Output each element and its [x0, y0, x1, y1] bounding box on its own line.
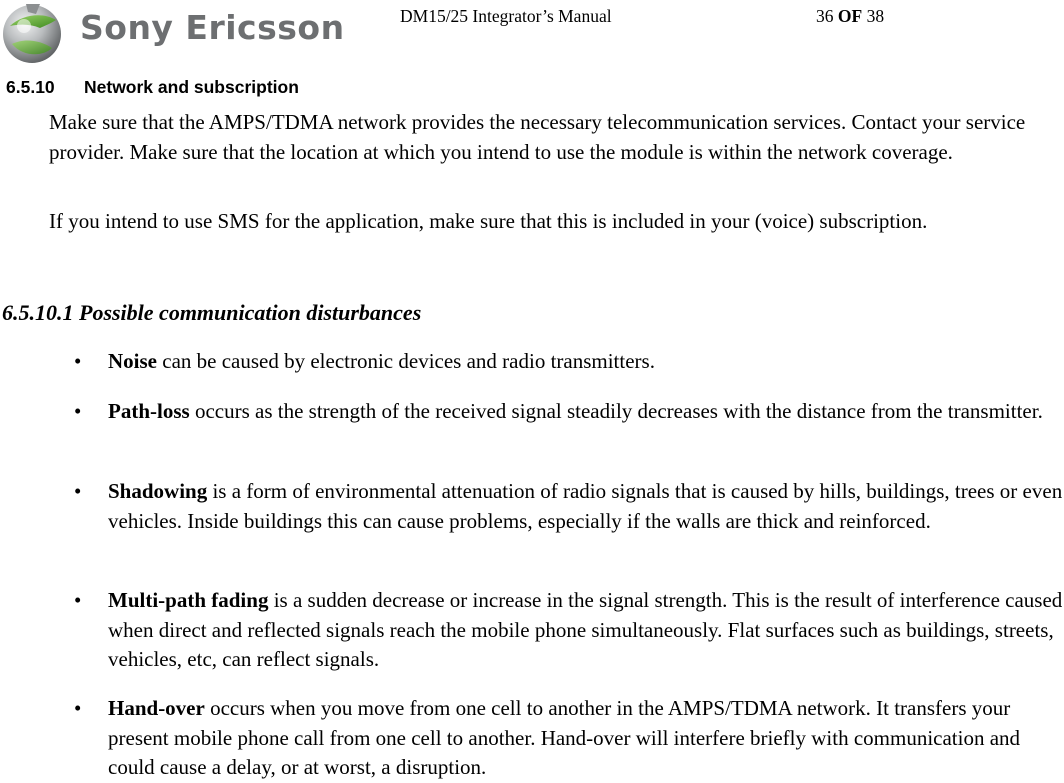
list-item-term: Path-loss	[108, 399, 190, 423]
bullet-symbol: •	[74, 349, 82, 373]
list-item-description: is a form of environmental attenuation of radio signals that is caused by hills, buildings, trees or even vehicles. Inside buildings this can cause problems, especially if the walls are thick and reinforced.	[108, 479, 1063, 533]
list-item-term: Shadowing	[108, 479, 208, 503]
section-number: 6.5.10	[6, 77, 55, 97]
section-title: Network and subscription	[84, 77, 299, 97]
page-indicator	[816, 6, 884, 27]
bullet-symbol: •	[74, 696, 82, 720]
page-of-label: OF	[837, 6, 863, 26]
list-item-text	[108, 586, 1064, 675]
list-item-description: can be caused by electronic devices and radio transmitters.	[157, 349, 655, 373]
list-item-description: occurs when you move from one cell to another in the AMPS/TDMA network. It transfers your present mobile phone call from one cell to another. Hand-over will interfere briefly with communication and could cause a delay, or at worst, a disruption.	[108, 696, 1021, 779]
bullet-symbol: •	[74, 479, 82, 503]
bullet-symbol: •	[74, 588, 82, 612]
list-item-term: Hand-over	[108, 696, 205, 720]
section-heading	[6, 77, 299, 98]
brand-wordmark: Sony Ericsson	[80, 8, 345, 47]
page-current: 36	[816, 6, 834, 26]
list-item-text	[108, 347, 1064, 377]
paragraph-network: Make sure that the AMPS/TDMA network provides the necessary telecommunication services. Contact your service provider. Make sure that the location at which you intend to use the module is within the network coverage.	[49, 110, 1026, 164]
list-item-term: Multi-path fading	[108, 588, 269, 612]
list-item-description: occurs as the strength of the received signal steadily decreases with the distance from the transmitter.	[189, 399, 1043, 423]
list-item-text	[108, 477, 1064, 536]
list-item-term: Noise	[108, 349, 157, 373]
bullet-symbol: •	[74, 399, 82, 423]
list-item-text	[108, 694, 1064, 783]
sony-ericsson-logo	[0, 0, 345, 66]
paragraph-sms: If you intend to use SMS for the application, make sure that this is included in your (voice) subscription.	[49, 209, 928, 233]
list-item-text	[108, 397, 1064, 427]
subsection-heading: 6.5.10.1 Possible communication disturbances	[2, 300, 422, 325]
document-title: DM15/25 Integrator’s Manual	[400, 6, 612, 26]
sony-ericsson-emblem-icon	[0, 0, 66, 66]
list-item-description: is a sudden decrease or increase in the signal strength. This is the result of interference caused when direct and reflected signals reach the mobile phone simultaneously. Flat surfaces such as buildings, streets, vehicles, etc, can reflect signals.	[108, 588, 1063, 671]
page-total: 38	[866, 6, 885, 26]
